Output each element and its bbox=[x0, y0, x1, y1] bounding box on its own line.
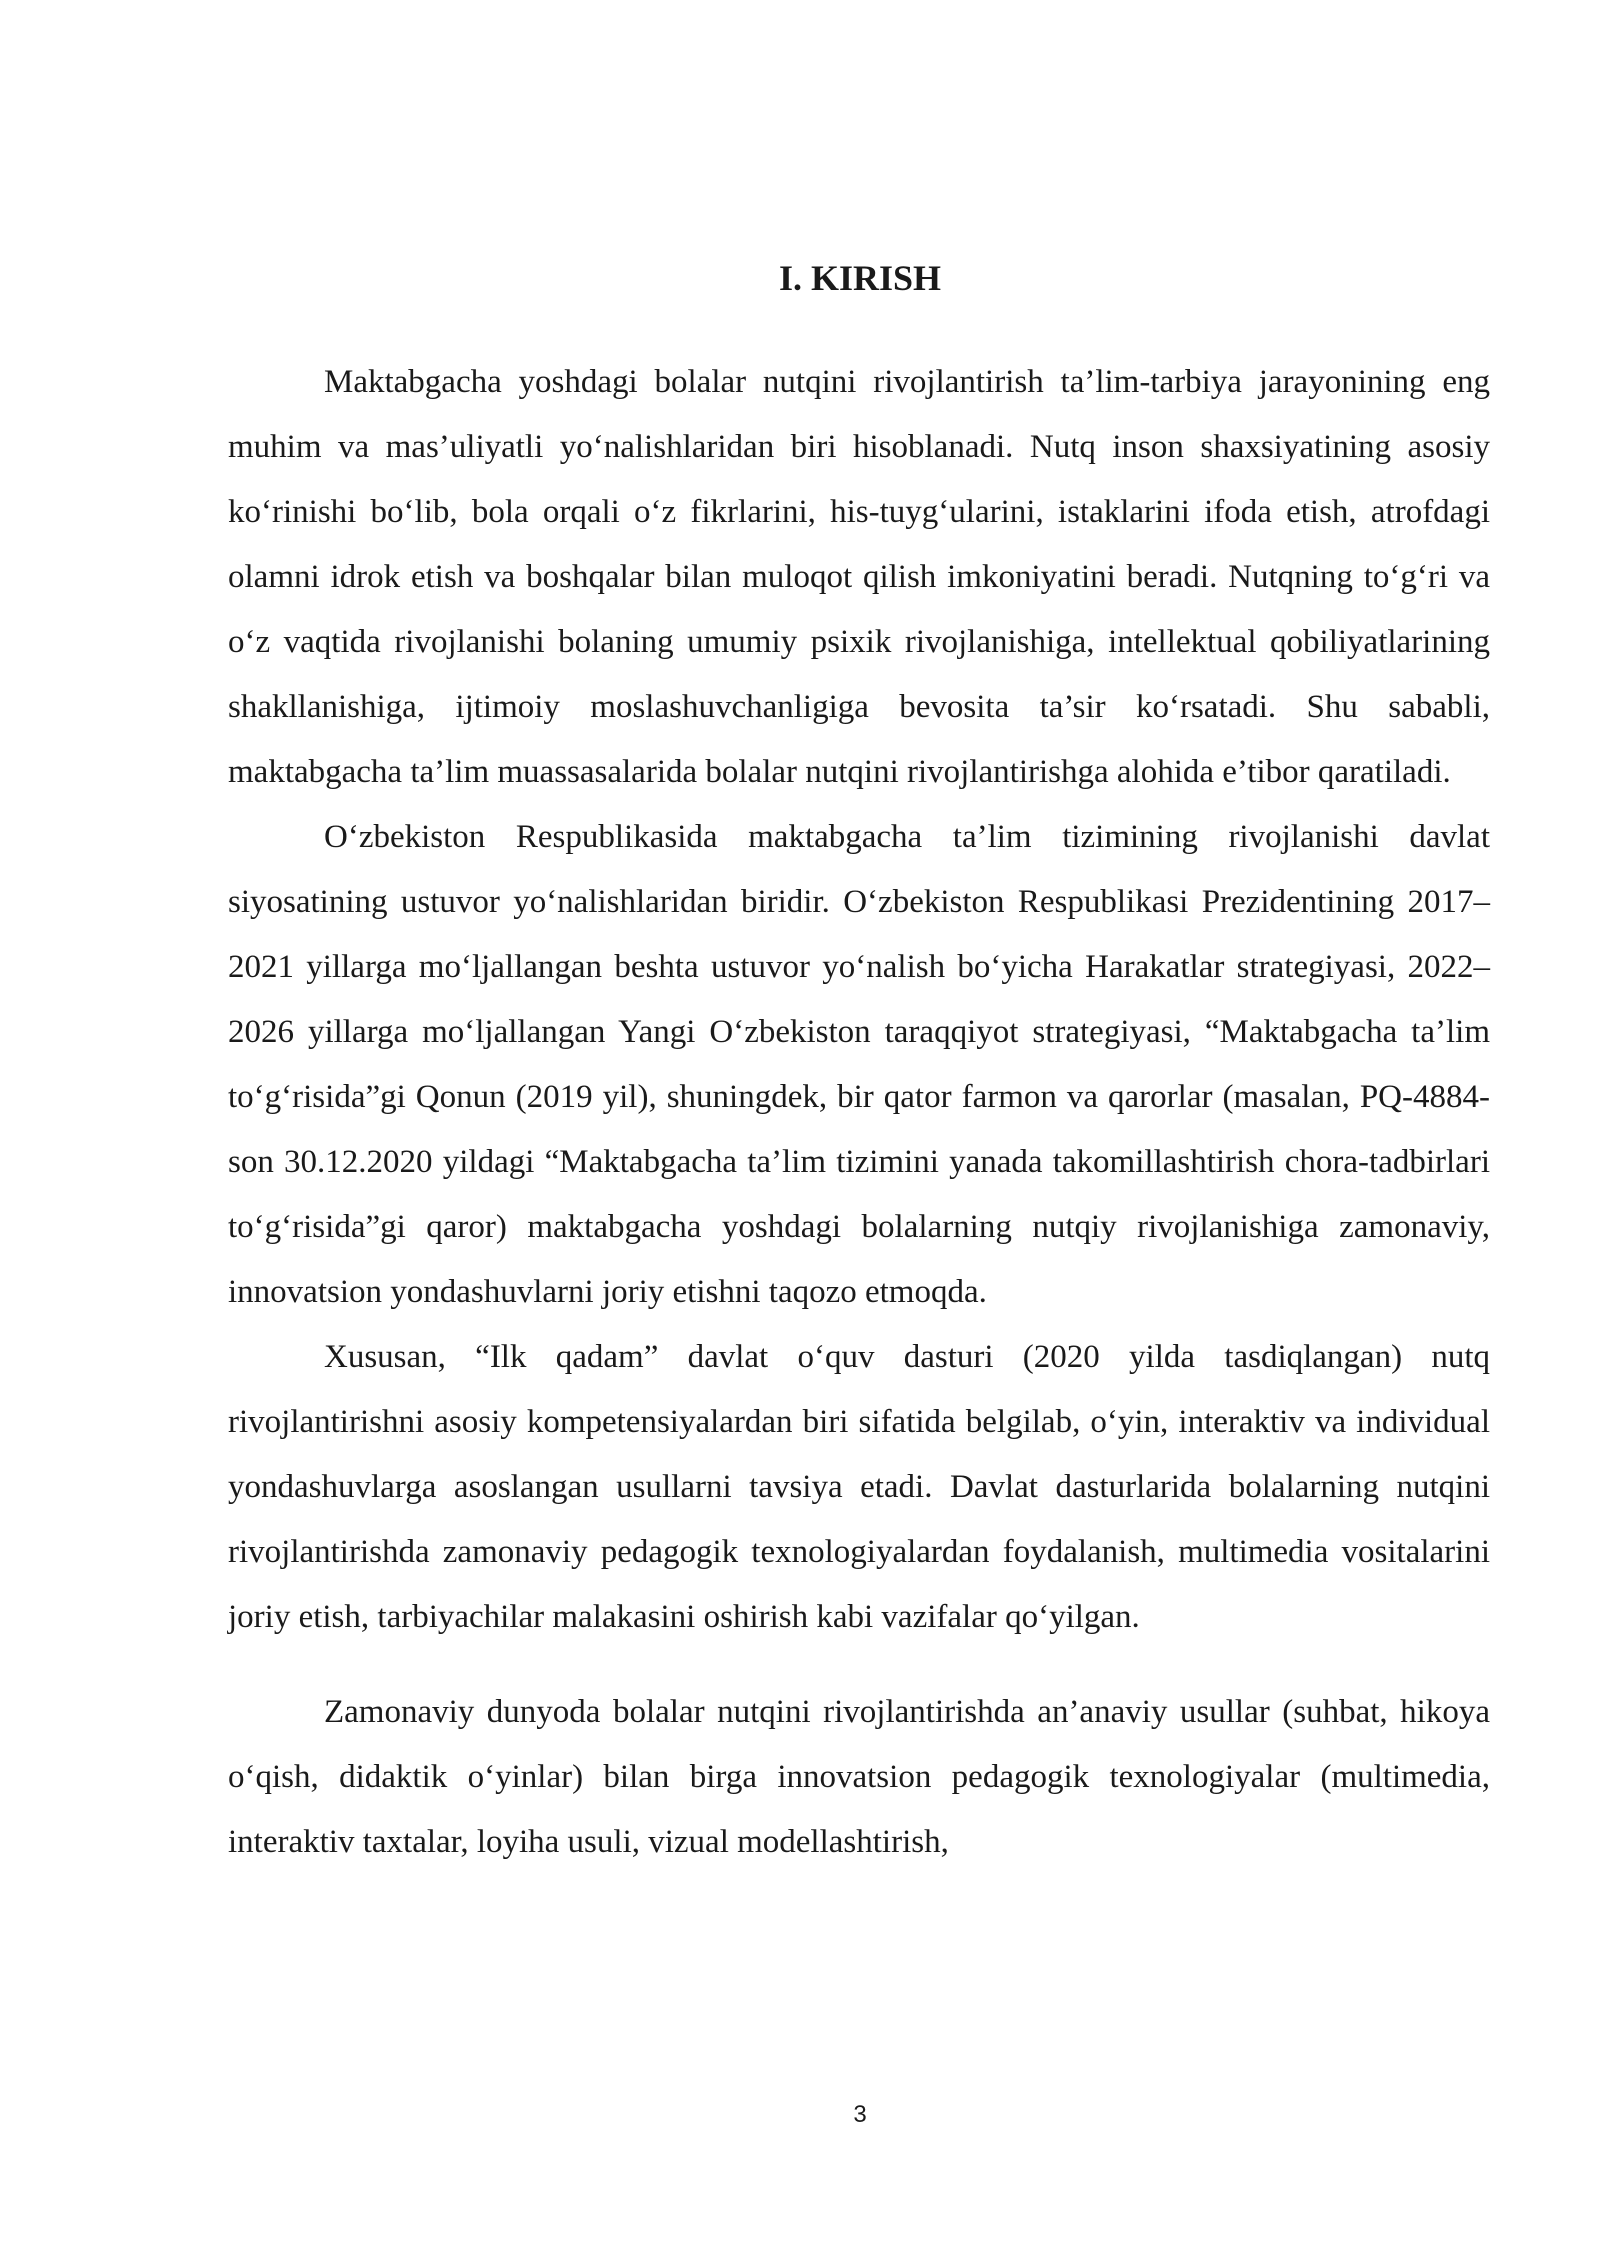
body-text bbox=[228, 350, 1490, 1875]
section-heading: I. KIRISH bbox=[778, 258, 942, 298]
paragraph-1: Maktabgacha yoshdagi bolalar nutqini rivojlantirish ta’lim-tarbiya jarayonining eng muhim va mas’uliyatli yo‘nalishlaridan biri hisoblanadi. Nutq inson shaxsiyatining asosiy ko‘rinishi bo‘lib, bola orqali o‘z fikrlarini, his-tuyg‘ularini, istaklarini ifoda etish, atrofdagi olamni idrok etish va boshqalar bilan muloqot qilish imkoniyatini beradi. Nutqning to‘g‘ri va o‘z vaqtida rivojlanishi bolaning umumiy psixik rivojlanishiga, intellektual qobiliyatlarining shakllanishiga, ijtimoiy moslashuvchanligiga bevosita ta’sir ko‘rsatadi. Shu sababli, maktabgacha ta’lim muassasalarida bolalar nutqini rivojlantirishga alohida e’tibor qaratiladi. bbox=[228, 364, 1490, 790]
page-number: 3 bbox=[853, 2101, 867, 2128]
paragraph-3: Xususan, “Ilk qadam” davlat o‘quv dasturi (2020 yilda tasdiqlangan) nutq rivojlantirishni asosiy kompetensiyalardan biri sifatida belgilab, o‘yin, interaktiv va individual yondashuvlarga asoslangan usullarni tavsiya etadi. Davlat dasturlarida bolalarning nutqini rivojlantirishda zamonaviy pedagogik texnologiyalardan foydalanish, multimedia vositalarini joriy etish, tarbiyachilar malakasini oshirish kabi vazifalar qo‘yilgan. bbox=[228, 1339, 1490, 1635]
paragraph-4: Zamonaviy dunyoda bolalar nutqini rivojlantirishda an’anaviy usullar (suhbat, hikoya o‘qish, didaktik o‘yinlar) bilan birga innovatsion pedagogik texnologiyalar (multimedia, interaktiv taxtalar, loyiha usuli, vizual modellashtirish, bbox=[228, 1694, 1490, 1860]
paragraph-2: O‘zbekiston Respublikasida maktabgacha ta’lim tizimining rivojlanishi davlat siyosatining ustuvor yo‘nalishlaridan biridir. O‘zbekiston Respublikasi Prezidentining 2017–2021 yillarga mo‘ljallangan beshta ustuvor yo‘nalish bo‘yicha Harakatlar strategiyasi, 2022–2026 yillarga mo‘ljallangan Yangi O‘zbekiston taraqqiyot strategiyasi, “Maktabgacha ta’lim to‘g‘risida”gi Qonun (2019 yil), shuningdek, bir qator farmon va qarorlar (masalan, PQ-4884-son 30.12.2020 yildagi “Maktabgacha ta’lim tizimini yanada takomillashtirish chora-tadbirlari to‘g‘risida”gi qaror) maktabgacha yoshdagi bolalarning nutqiy rivojlanishiga zamonaviy, innovatsion yondashuvlarni joriy etishni taqozo etmoqda. bbox=[228, 819, 1490, 1310]
